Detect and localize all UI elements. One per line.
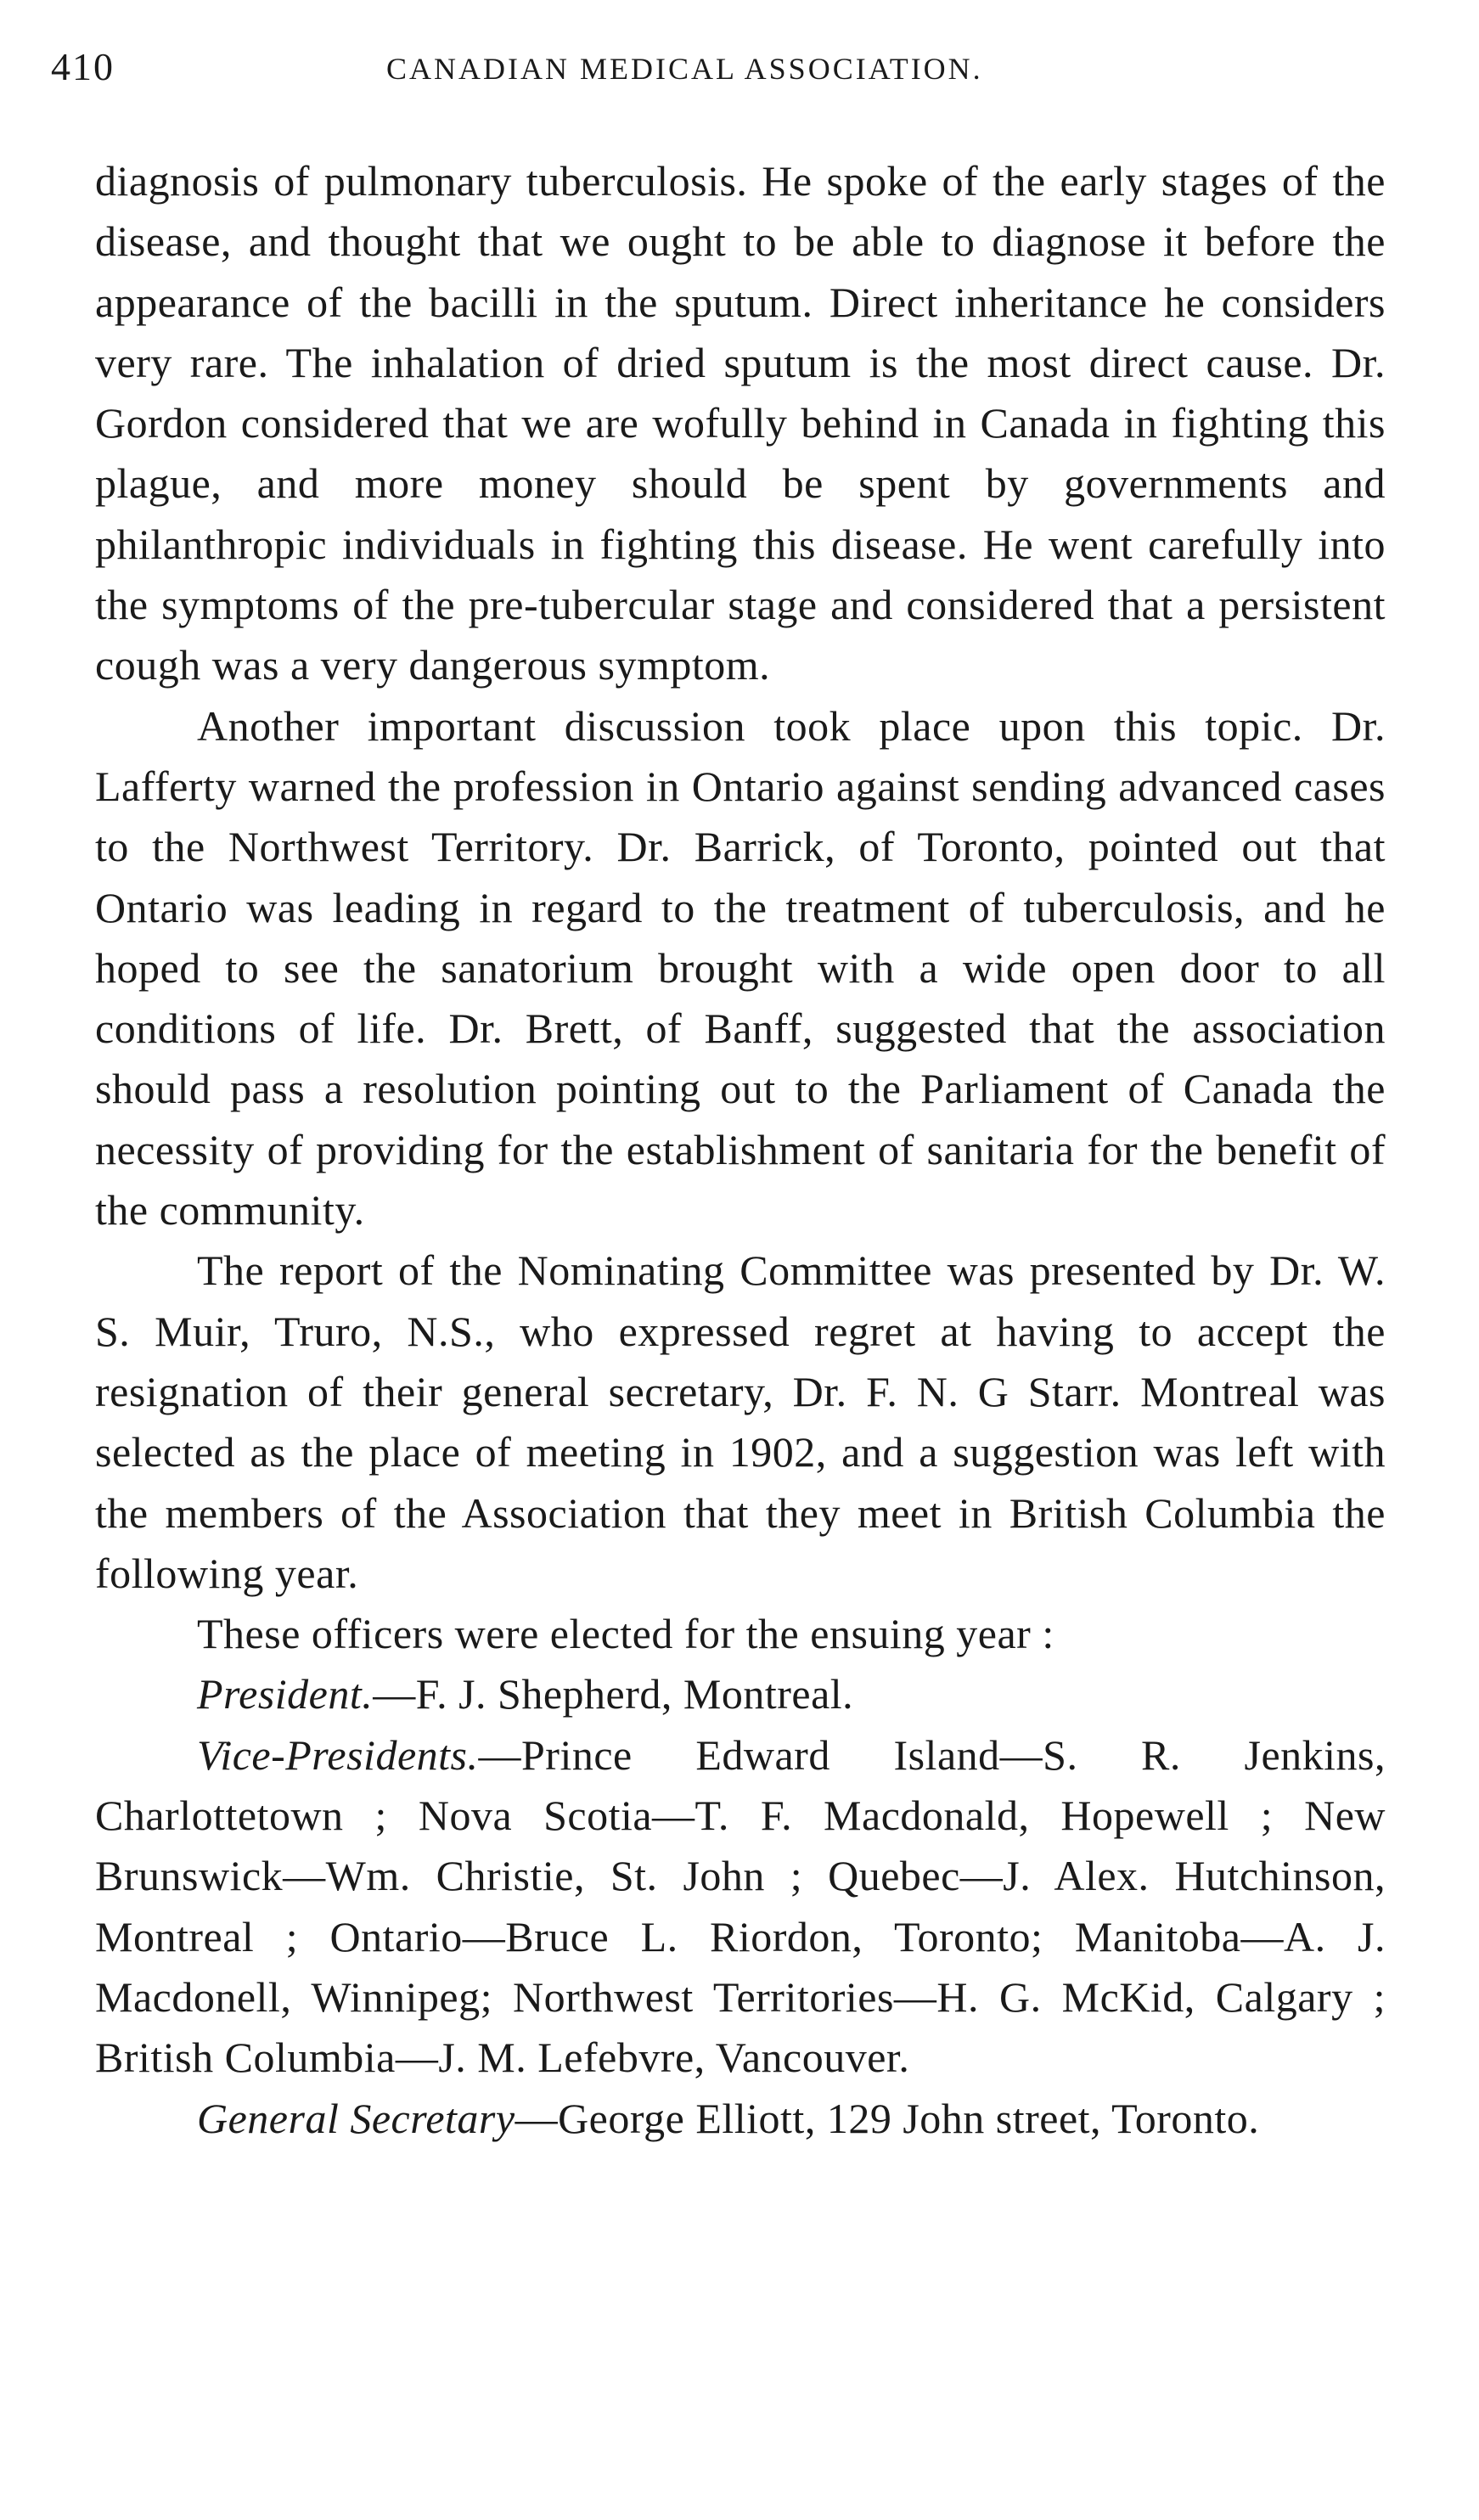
paragraph-discussion: Another important discussion took place upon this topic. Dr. Lafferty warned the profession in Ontario against sending advanced cases to the Northwest Territory. Dr. Barrick, of Toronto, pointed out that Ontario was leading in regard to the treatment of tuberculosis, and he hoped to see the sanatorium brought with a wide open door to all conditions of life. Dr. Brett, of Banff, suggested that the association should pass a resolution pointing out to the Parliament of Canada the necessity of providing for the establishment of sanitaria for the benefit of the community. xyxy=(95,701,1386,1235)
vice-presidents-list: —Prince Edward Island—S. R. Jenkins, Charlottetown ; Nova Scotia—T. F. Macdonald, Hopewell ; New Brunswick—Wm. Christie, St. John ; Quebec—J. Alex. Hutchinson, Montreal ; Ontario—Bruce L. Riordon, Toronto; Manitoba—A. J. Macdonell, Winnipeg; Northwest Territories—H. G. McKid, Calgary ; British Columbia—J. M. Lefebvre, Vancouver. xyxy=(95,1730,1386,2082)
officer-vice-presidents xyxy=(95,1725,1386,2089)
president-label: President. xyxy=(197,1670,374,1718)
president-name: —F. J. Shepherd, Montreal. xyxy=(373,1670,854,1718)
paragraph-tuberculosis-diagnosis: diagnosis of pulmonary tuberculosis. He spoke of the early stages of the disease, and thought that we ought to be able to diagnose it before the appearance of the bacilli in the sputum. Direct inheritance he considers very rare. The inhalation of dried sputum is the most direct cause. Dr. Gordon considered that we are wofully behind in Canada in fighting this plague, and more money should be spent by governments and philanthropic individuals in fighting this disease. He went carefully into the symptoms of the pre-tubercular stage and considered that a persistent cough was a very dangerous symptom. xyxy=(95,157,1386,689)
paragraph-nominating-committee: The report of the Nominating Committee was presented by Dr. W. S. Muir, Truro, N.S., who expressed regret at having to accept the resignation of their general secretary, Dr. F. N. G Starr. Montreal was selected as the place of meeting in 1902, and a suggestion was left with the members of the Association that they meet in British Columbia the following year. xyxy=(95,1246,1386,1597)
general-secretary-label: General Secretary xyxy=(197,2094,515,2142)
vice-presidents-label: Vice-Presidents. xyxy=(197,1730,479,1779)
page-header xyxy=(51,44,1409,121)
page-number: 410 xyxy=(51,45,115,88)
paragraph-officers-intro: These officers were elected for the ensuing year : xyxy=(197,1610,1054,1658)
general-secretary-name: —George Elliott, 129 John street, Toronto. xyxy=(515,2094,1260,2142)
running-head: CANADIAN MEDICAL ASSOCIATION. xyxy=(386,52,983,86)
officer-president xyxy=(95,1664,1386,1724)
officer-general-secretary xyxy=(95,2089,1386,2149)
body-text xyxy=(95,151,1386,2149)
